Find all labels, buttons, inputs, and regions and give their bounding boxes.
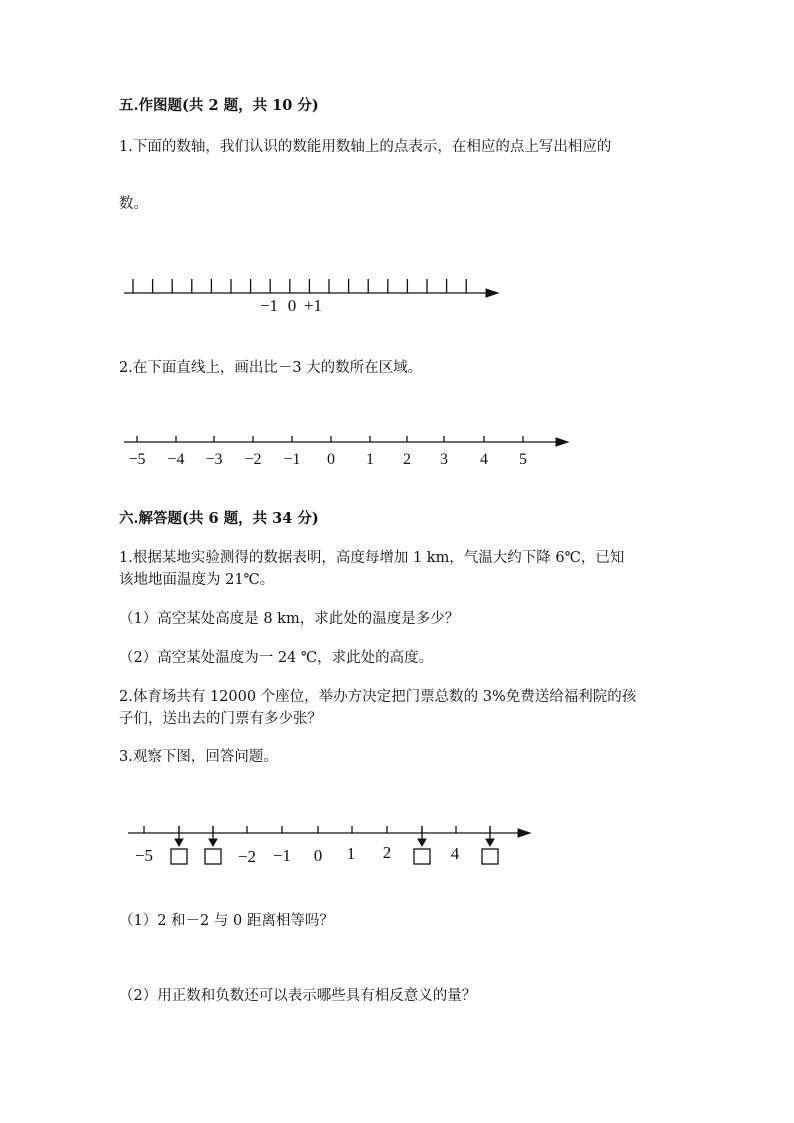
axis1-label-pos1: +1	[303, 296, 323, 315]
axis2-label: 1	[366, 451, 374, 468]
axis3-label-4: 4	[450, 844, 460, 863]
axis2-label: 0	[327, 451, 335, 468]
pointer-arrow-head	[486, 839, 494, 846]
s5-question-2: 2.在下面直线上，画出比－3 大的数所在区域。	[119, 360, 423, 376]
s5-question-1-line-1: 1.下面的数轴，我们认识的数能用数轴上的点表示，在相应的点上写出相应的	[119, 139, 612, 155]
s6-question-2-line-2: 子们，送出去的门票有多少张？	[119, 711, 322, 727]
axis2-label: −3	[205, 451, 223, 468]
s6-question-1-sub-2: （2）高空某处温度为一 24 ℃，求此处的高度。	[119, 650, 434, 666]
s6-question-3-sub-1: （1）2 和－2 与 0 距离相等吗？	[119, 913, 334, 929]
axis2-label: 2	[403, 451, 411, 468]
axis3-label-neg2: −2	[237, 847, 257, 866]
s6-question-1-sub-1: （1）高空某处高度是 8 km，求此处的温度是多少？	[119, 611, 460, 627]
axis3-label-neg5: −5	[134, 846, 154, 865]
answer-box	[205, 849, 221, 864]
section-six-heading: 六.解答题(共 6 题，共 34 分)	[119, 510, 319, 527]
answer-box	[482, 849, 498, 864]
axis3-label-neg1: −1	[272, 846, 292, 865]
axis2-label: 3	[440, 451, 448, 468]
axis2-label: −5	[128, 451, 146, 468]
axis3-pointer-arrows	[175, 826, 494, 846]
axis2-label: 5	[519, 451, 527, 468]
axis3-ticks	[144, 826, 490, 833]
axis2-label: 4	[480, 451, 488, 468]
s6-question-2-line-1: 2.体育场共有 12000 个座位，举办方决定把门票总数的 3%免费送给福利院的孩	[119, 689, 637, 705]
s6-question-3: 3.观察下图，回答问题。	[119, 749, 278, 765]
s6-question-3-sub-2: （2）用正数和负数还可以表示哪些具有相反意义的量？	[119, 988, 477, 1004]
axis3-arrowhead	[518, 829, 530, 837]
axis3-label-1: 1	[346, 844, 356, 863]
answer-box	[171, 849, 187, 864]
axis2-label: −4	[167, 451, 185, 468]
axis1-label-neg1: −1	[259, 296, 279, 315]
axis3-answer-boxes	[171, 849, 498, 864]
pointer-arrow-head	[418, 839, 426, 846]
answer-box	[414, 849, 430, 864]
axis2-label: −1	[283, 451, 301, 468]
pointer-arrow-head	[175, 839, 183, 846]
s6-question-1-line-1: 1.根据某地实验测得的数据表明，高度每增加 1 km，气温大约下降 6℃，已知	[119, 550, 625, 566]
section-five-heading: 五.作图题(共 2 题，共 10 分)	[119, 97, 319, 114]
pointer-arrow-head	[209, 839, 217, 846]
axis3-label-2: 2	[382, 843, 392, 862]
axis2-label: −2	[244, 451, 262, 468]
axis3-label-0: 0	[313, 846, 323, 865]
s5-question-1-line-2: 数。	[119, 196, 148, 212]
axis1-label-0: 0	[287, 296, 297, 315]
s6-question-1-line-2: 该地地面温度为 21℃。	[119, 572, 275, 588]
